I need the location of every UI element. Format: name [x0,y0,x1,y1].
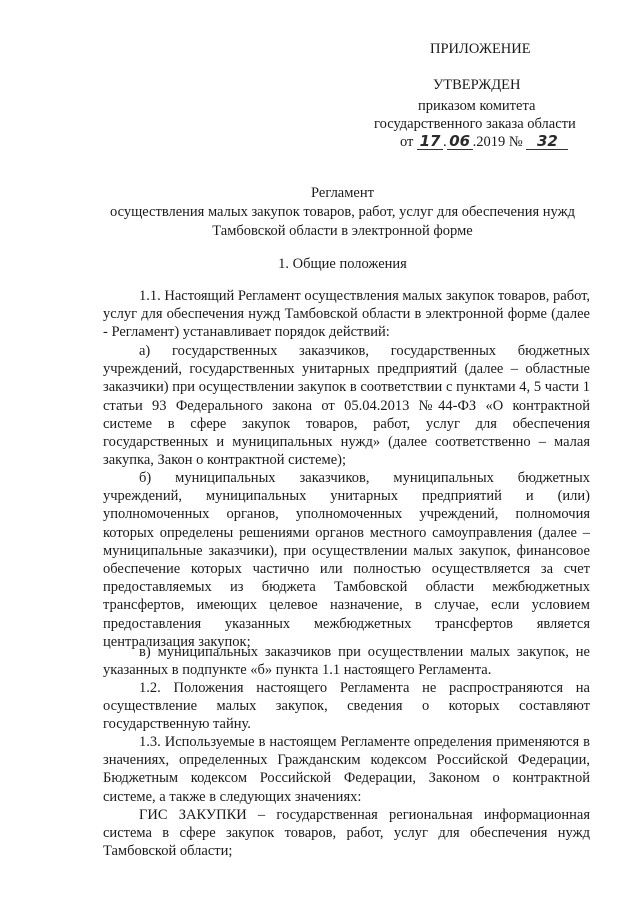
handwritten-day: 17 [417,133,443,150]
document-title: Регламент [311,185,374,201]
handwritten-month: 06 [447,133,473,150]
paragraph-gis [103,806,590,861]
document-title-line-2: осуществления малых закупок товаров, работ, услуг для обеспечения нужд [109,204,576,220]
paragraph-a [103,342,590,469]
section-heading: 1. Общие положения [278,256,407,272]
document-title-line-3: Тамбовской области в электронной форме [212,223,473,239]
appendix-label: ПРИЛОЖЕНИЕ [430,41,531,57]
committee-text: государственного заказа области [374,116,576,132]
paragraph-1-1 [103,287,590,342]
paragraph-text: ГИС ЗАКУПКИ – государственная региональная информационная система в сфере закупок товаров, работ, услуг для обеспечения нужд Тамбовской области; [103,807,590,860]
paragraph-text: 1.1. Настоящий Регламент осуществления малых закупок товаров, работ, услуг для обеспечения нужд Тамбовской области в электронной форме (далее - Регламент) устанавливает порядок действий: [103,288,590,341]
paragraph-b [103,469,590,651]
paragraph-text: в) муниципальных заказчиков при осуществлении малых закупок, не указанных в подпункте «б» пункта 1.1 настоящего Регламента. [103,644,590,679]
handwritten-order-number: 32 [526,133,568,150]
by-order-text: приказом комитета [418,98,536,114]
order-date-line [400,133,568,151]
paragraph-1-3 [103,733,590,806]
paragraph-text: б) муниципальных заказчиков, муниципальных бюджетных учреждений, муниципальных унитарных предприятий и (или) уполномоченных органов, уполномоченных учреждений, полномочия которых определены решениями органов местного самоуправления (далее – муниципальные заказчики), при осуществлении малых закупок, финансовое обеспечение которых частично или полностью осуществляется за счет предоставляемых из бюджета Тамбовской области межбюджетных трансфертов, имеющих целевое назначение, в случае, если условием предоставления указанных межбюджетных трансфертов является централизация закупок; [103,470,590,650]
approved-label: УТВЕРЖДЕН [433,77,521,93]
paragraph-1-2 [103,679,590,734]
paragraph-text: а) государственных заказчиков, государственных бюджетных учреждений, государственных унитарных предприятий (далее – областные заказчики) при осуществлении закупок в соответствии с пунктами 4, 5 части 1 статьи 93 Федерального закона от 05.04.2013 №44-ФЗ «О контрактной системе в сфере закупок товаров, работ, услуг для обеспечения государственных и муниципальных нужд» (далее соответственно – малая закупка, Закон о контрактной системе); [103,343,590,469]
paragraph-v [103,643,590,679]
paragraph-text: 1.3. Используемые в настоящем Регламенте определения применяются в значениях, определенных Гражданским кодексом Российской Федерации, Бюджетным кодексом Российской Федерации, Законом о контрактной системе, а также в следующих значениях: [103,734,590,805]
date-prefix: от [400,134,414,150]
date-separator: . [443,134,447,150]
date-suffix: .2019 № [472,134,523,150]
paragraph-text: 1.2. Положения настоящего Регламента не распространяются на осуществление малых закупок, сведения о которых составляют государственную тайну. [103,680,590,733]
